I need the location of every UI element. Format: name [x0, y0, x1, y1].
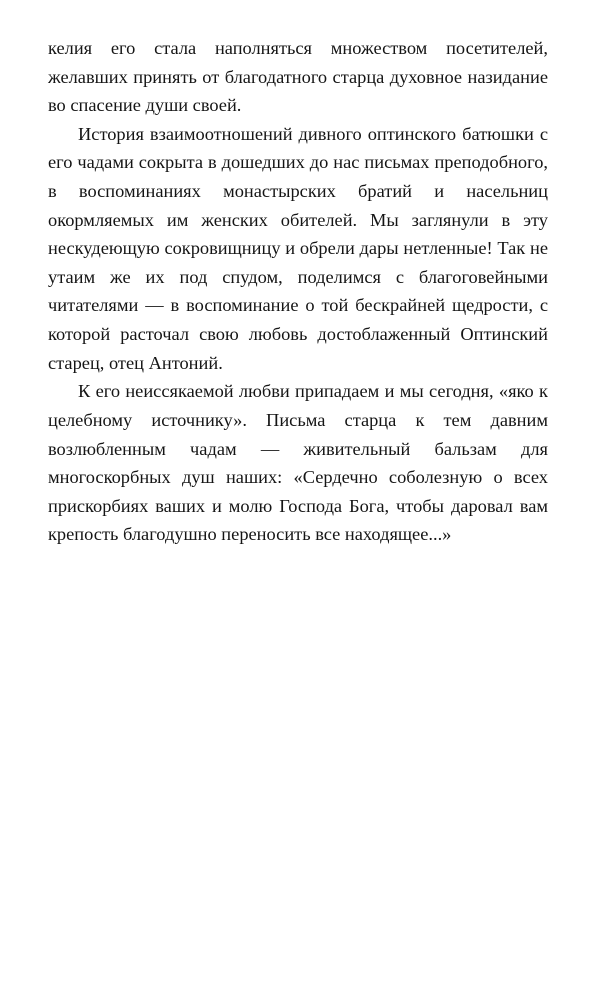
body-text: [48, 34, 548, 549]
paragraph-2: История взаимоотношений дивного оптинского батюшки с его чадами сокрыта в дошедших до нас письмах преподобного, в воспоминаниях монастырских братий и насельниц окормляемых им женских обителей. Мы заглянули в эту нескудеющую сокровищницу и обрели дары нетленные! Так не утаим же их под спудом, поделимся с благоговейными читателями — в воспоминание о той бескрайней щедрости, с которой расточал свою любовь достоблаженный Оптинский старец, отец Антоний.: [48, 123, 548, 373]
paragraph-3: К его неиссякаемой любви припадаем и мы сегодня, «яко к целебному источнику». Письма старца к тем давним возлюбленным чадам — живительный бальзам для многоскорбных душ наших: «Сердечно соболезную о всех прискорбиях ваших и молю Господа Бога, чтобы даровал вам крепость благодушно переносить все находящее...»: [48, 381, 548, 545]
paragraph-1: келия его стала наполняться множеством посетителей, желавших принять от благодатного старца духовное назидание во спасение души своей.: [48, 38, 548, 116]
